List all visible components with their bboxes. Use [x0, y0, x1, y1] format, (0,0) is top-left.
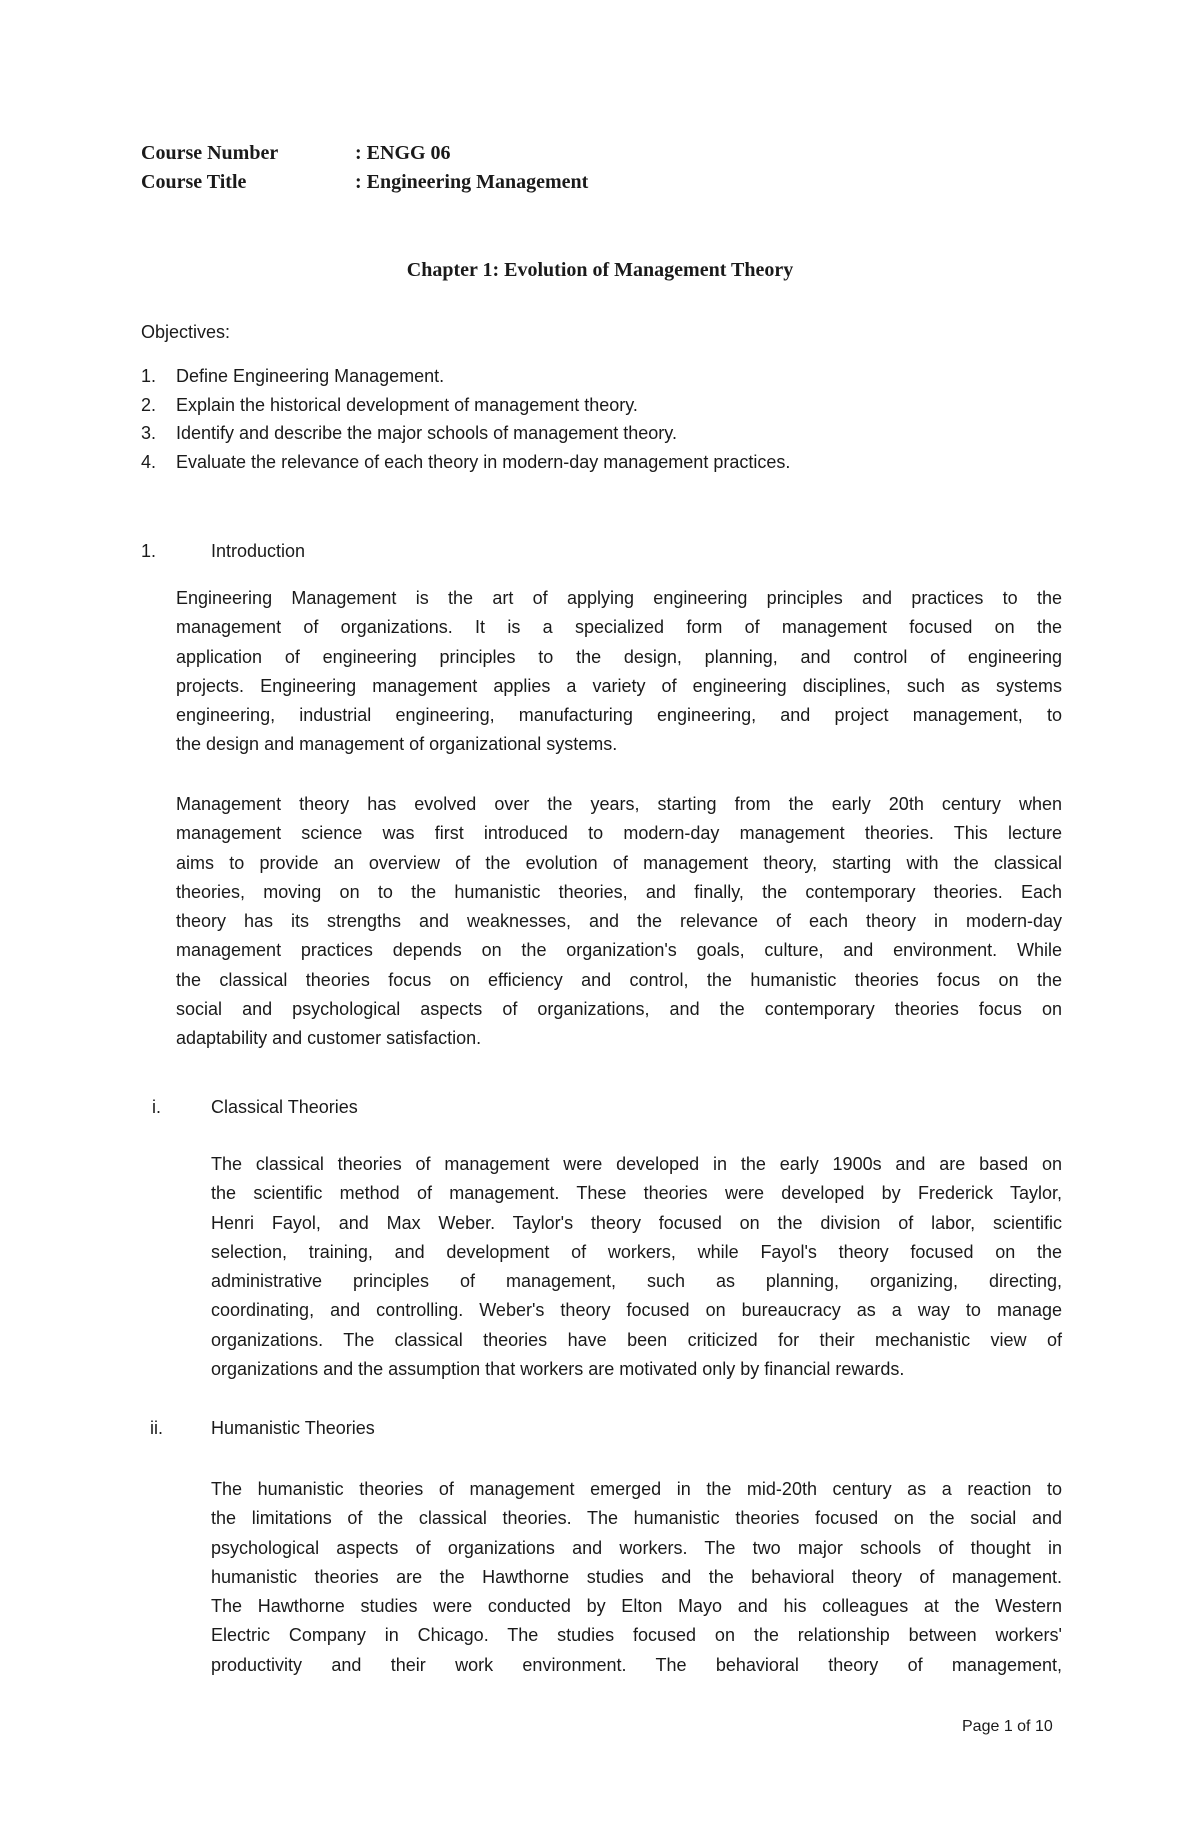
page-number: Page 1 of 10 [962, 1718, 1053, 1735]
paragraph-line: management science was first introduced to modern-day management theories. This lecture [176, 823, 1062, 844]
paragraph-line: aims to provide an overview of the evolution of management theory, starting with the classical [176, 852, 1062, 873]
classical-number: i. [152, 1097, 161, 1117]
intro-paragraph-1 [176, 584, 1062, 760]
objective-text: Define Engineering Management. [176, 366, 445, 386]
course-title-value: : Engineering Management [355, 171, 589, 193]
intro-number: 1. [141, 541, 157, 561]
objective-number: 1. [141, 366, 157, 386]
intro-heading: Introduction [211, 541, 306, 561]
paragraph-line: administrative principles of management, such as planning, organizing, directing, [211, 1271, 1062, 1292]
paragraph-line: psychological aspects of organizations and workers. The two major schools of thought in [211, 1537, 1062, 1558]
objectives-label: Objectives: [141, 322, 231, 342]
paragraph-line: management practices depends on the organization's goals, culture, and environment. While [176, 940, 1062, 961]
objective-text: Evaluate the relevance of each theory in modern-day management practices. [176, 451, 791, 472]
paragraph-line: The humanistic theories of management emerged in the mid-20th century as a reaction to [211, 1479, 1062, 1499]
paragraph-line: social and psychological aspects of organizations, and the contemporary theories focus on [176, 999, 1062, 1020]
paragraph-line: Management theory has evolved over the years, starting from the early 20th century when [176, 794, 1062, 814]
paragraph-line: the limitations of the classical theories. The humanistic theories focused on the social and [211, 1508, 1062, 1529]
course-title-label: Course Title [141, 171, 247, 193]
paragraph-line: organizations and the assumption that workers are motivated only by financial rewards. [211, 1359, 905, 1380]
paragraph-line: engineering, industrial engineering, manufacturing engineering, and project management, to [176, 705, 1062, 726]
intro-paragraph-2 [176, 790, 1062, 1054]
paragraph-line: The Hawthorne studies were conducted by Elton Mayo and his colleagues at the Western [211, 1596, 1062, 1617]
humanistic-heading: Humanistic Theories [211, 1418, 375, 1438]
objective-text: Identify and describe the major schools of management theory. [176, 423, 677, 443]
objective-text: Explain the historical development of management theory. [176, 394, 638, 415]
objective-number: 2. [141, 394, 157, 415]
paragraph-line: theories, moving on to the humanistic theories, and finally, the contemporary theories. Each [176, 881, 1062, 902]
paragraph-line: coordinating, and controlling. Weber's theory focused on bureaucracy as a way to manage [211, 1300, 1062, 1321]
paragraph-line: the scientific method of management. These theories were developed by Frederick Taylor, [211, 1183, 1062, 1204]
humanistic-number: ii. [150, 1418, 163, 1438]
objective-number: 4. [141, 451, 157, 472]
paragraph-line: adaptability and customer satisfaction. [176, 1028, 482, 1049]
paragraph-line: organizations. The classical theories have been criticized for their mechanistic view of [211, 1329, 1062, 1350]
paragraph-line: the classical theories focus on efficiency and control, the humanistic theories focus on the [176, 969, 1062, 990]
objective-number: 3. [141, 423, 157, 443]
paragraph-line: The classical theories of management were developed in the early 1900s and are based on [211, 1154, 1062, 1174]
paragraph-line: Electric Company in Chicago. The studies focused on the relationship between workers' [211, 1625, 1062, 1646]
course-number-label: Course Number [141, 142, 279, 164]
paragraph-line: Engineering Management is the art of applying engineering principles and practices to the [176, 588, 1062, 608]
paragraph-line: Henri Fayol, and Max Weber. Taylor's theory focused on the division of labor, scientific [211, 1212, 1062, 1233]
paragraph-line: theory has its strengths and weaknesses, and the relevance of each theory in modern-day [176, 911, 1062, 932]
paragraph-line: the design and management of organizational systems. [176, 734, 618, 755]
classical-paragraph [211, 1150, 1062, 1384]
classical-heading: Classical Theories [211, 1097, 358, 1117]
paragraph-line: projects. Engineering management applies a variety of engineering disciplines, such as systems [176, 675, 1062, 696]
humanistic-paragraph [211, 1475, 1062, 1680]
course-number-value: : ENGG 06 [355, 142, 451, 164]
paragraph-line: management of organizations. It is a specialized form of management focused on the [176, 617, 1062, 638]
paragraph-line: humanistic theories are the Hawthorne studies and the behavioral theory of management. [211, 1566, 1062, 1587]
chapter-title: Chapter 1: Evolution of Management Theory [406, 259, 794, 281]
paragraph-line: application of engineering principles to the design, planning, and control of engineering [176, 646, 1062, 667]
paragraph-line: selection, training, and development of workers, while Fayol's theory focused on the [211, 1241, 1062, 1262]
paragraph-line: productivity and their work environment. The behavioral theory of management, [211, 1654, 1062, 1675]
